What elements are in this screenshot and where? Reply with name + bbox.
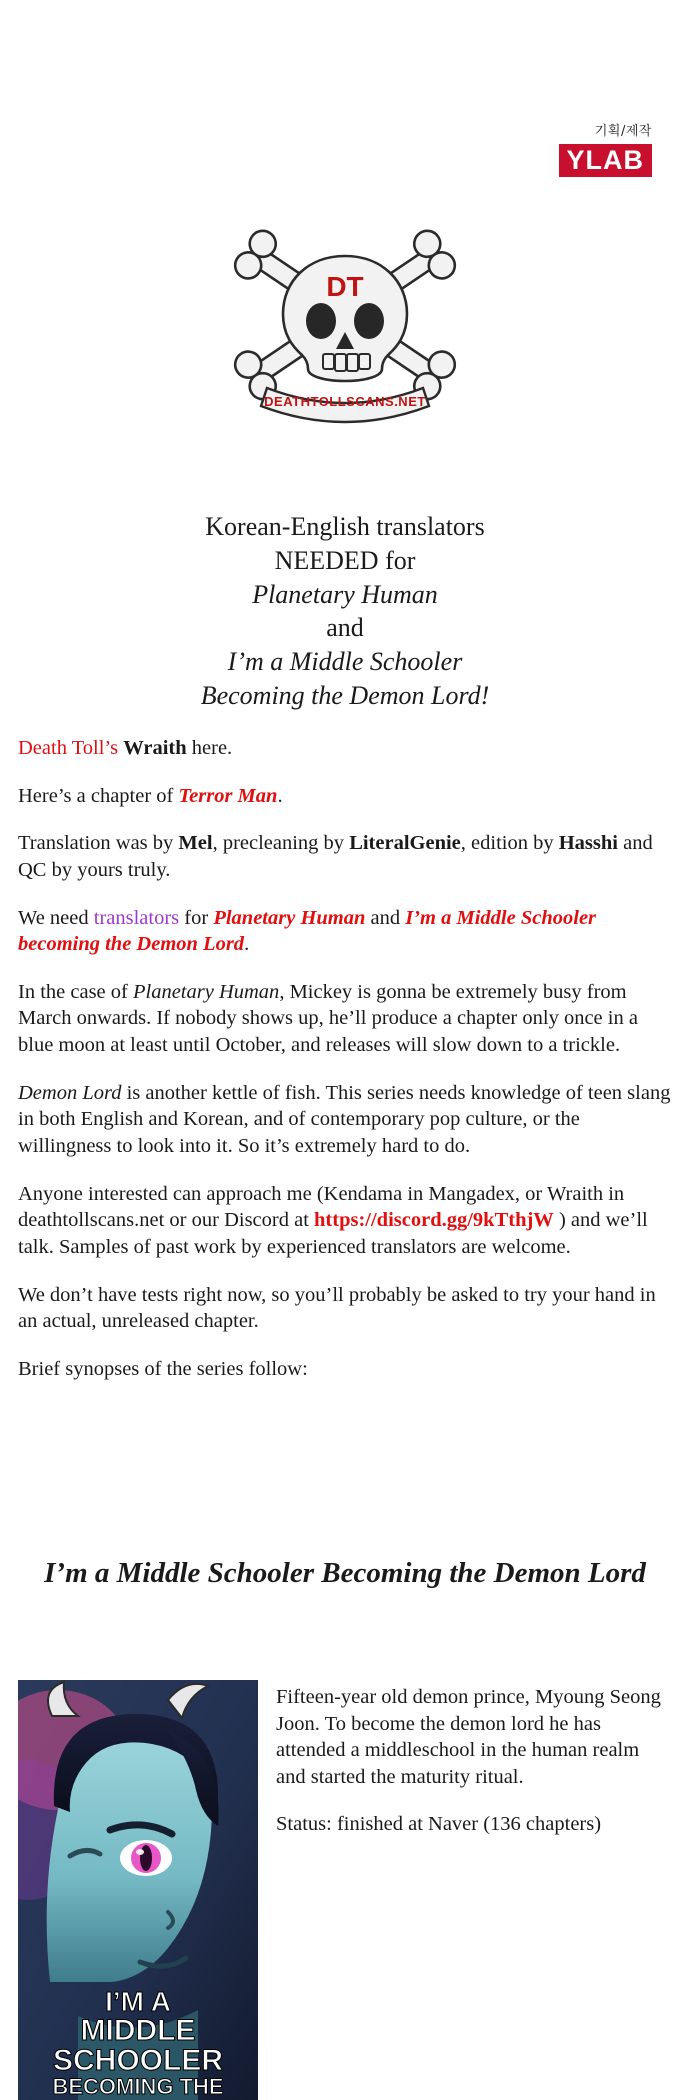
paragraph-greeting xyxy=(18,735,672,762)
body-text xyxy=(18,735,672,1404)
logo-monogram: DT xyxy=(326,271,364,302)
paragraph-planetary-human xyxy=(18,979,672,1059)
logo-banner-text: DEATHTOLLSCANS.NET xyxy=(264,394,426,409)
paragraph-tests: We don’t have tests right now, so you’ll probably be asked to try your hand in an actual, unreleased chapter. xyxy=(18,1283,656,1333)
paragraph-request xyxy=(18,905,672,958)
cover-title-overlay xyxy=(18,1988,258,2100)
paragraph-synopses-intro: Brief synopses of the series follow: xyxy=(18,1357,308,1380)
publisher-credit xyxy=(559,120,653,177)
credits-translation-label: Translation was by xyxy=(18,832,174,855)
headline-line-5: I’m a Middle Schooler xyxy=(227,647,463,677)
dl-title: Demon Lord xyxy=(18,1081,122,1104)
greeting-tail: here. xyxy=(191,737,233,759)
chapter-intro: Here’s a chapter of xyxy=(18,784,174,807)
paragraph-contact xyxy=(18,1181,672,1261)
paragraph-demon-lord xyxy=(18,1080,672,1160)
series-entry xyxy=(18,1680,672,2100)
discord-link[interactable]: https://discord.gg/9kTthjW xyxy=(314,1209,554,1232)
cover-caption-line-3: BECOMING THE xyxy=(52,2074,224,2099)
group-name: Death Toll’s xyxy=(18,737,119,759)
series-synopsis: Fifteen-year old demon prince, Myoung Seong Joon. To become the demon lord he has attended a middleschool in the human realm and started the maturity ritual. xyxy=(276,1686,661,1788)
series-description xyxy=(276,1680,672,2100)
headline-line-4: and xyxy=(326,613,364,643)
series-cover-image xyxy=(18,1680,258,2100)
series-terror-man: Terror Man xyxy=(178,784,278,807)
series-demon-lord: I’m a Middle Schooler becoming the Demon Lord xyxy=(18,906,597,956)
series-status: Status: finished at Naver (136 chapters) xyxy=(276,1812,602,1835)
request-intro: We need xyxy=(18,906,89,929)
headline-line-1: Korean-English translators xyxy=(205,512,485,541)
request-and: and xyxy=(370,906,401,929)
ph-intro: In the case of xyxy=(18,980,128,1003)
series-planetary-human: Planetary Human xyxy=(213,906,366,929)
ph-detail: , Mickey is gonna be extremely busy from March onwards. If nobody shows up, he’ll produce a chapter only once in a blue moon at least until October, and releases will slow down to a trickle. xyxy=(18,980,638,1057)
cover-caption-line-1: I’M A xyxy=(105,1986,171,2017)
ylab-logo: YLAB xyxy=(559,144,653,177)
credit-translator: Mel xyxy=(178,832,213,855)
contact-tail: ) and we’ll talk. Samples of past work by experienced translators are welcome. xyxy=(18,1209,648,1258)
author-name: Wraith xyxy=(123,737,187,759)
ph-title: Planetary Human xyxy=(132,980,280,1003)
paragraph-credits xyxy=(18,830,672,883)
credit-editor: Hasshi xyxy=(558,832,618,855)
paragraph-chapter xyxy=(18,783,672,810)
headline-line-6: Becoming the Demon Lord! xyxy=(200,680,490,710)
dl-detail: is another kettle of fish. This series needs knowledge of teen slang in both English and Korean, and of contemporary pop culture, or the willingness to look into it. So it’s extremely hard to do. xyxy=(18,1081,671,1158)
series-title: I’m a Middle Schooler Becoming the Demon Lord xyxy=(44,1557,646,1589)
chapter-period: . xyxy=(277,784,283,807)
skull-and-crossbones-icon xyxy=(215,220,475,440)
request-period: . xyxy=(244,933,250,956)
translators-highlight: translators xyxy=(93,906,180,929)
request-for: for xyxy=(184,906,209,929)
credits-precleaning-label: , precleaning by xyxy=(212,832,345,855)
credits-edition-label: , edition by xyxy=(460,832,554,855)
cover-caption-line-2: MIDDLE SCHOOLER xyxy=(52,2014,223,2077)
headline-line-2: NEEDED for xyxy=(274,545,416,575)
scanlation-group-logo xyxy=(0,220,690,445)
credit-precleaner: LiteralGenie xyxy=(349,832,461,855)
headline xyxy=(0,510,690,713)
headline-line-3: Planetary Human xyxy=(252,579,438,609)
credits-qc-label: and QC by yours truly. xyxy=(18,832,653,881)
publisher-label: 기획/제작 xyxy=(594,124,652,139)
contact-intro: Anyone interested can approach me (Kendama in Mangadex, or Wraith in deathtollscans.net or our Discord at xyxy=(18,1182,625,1232)
